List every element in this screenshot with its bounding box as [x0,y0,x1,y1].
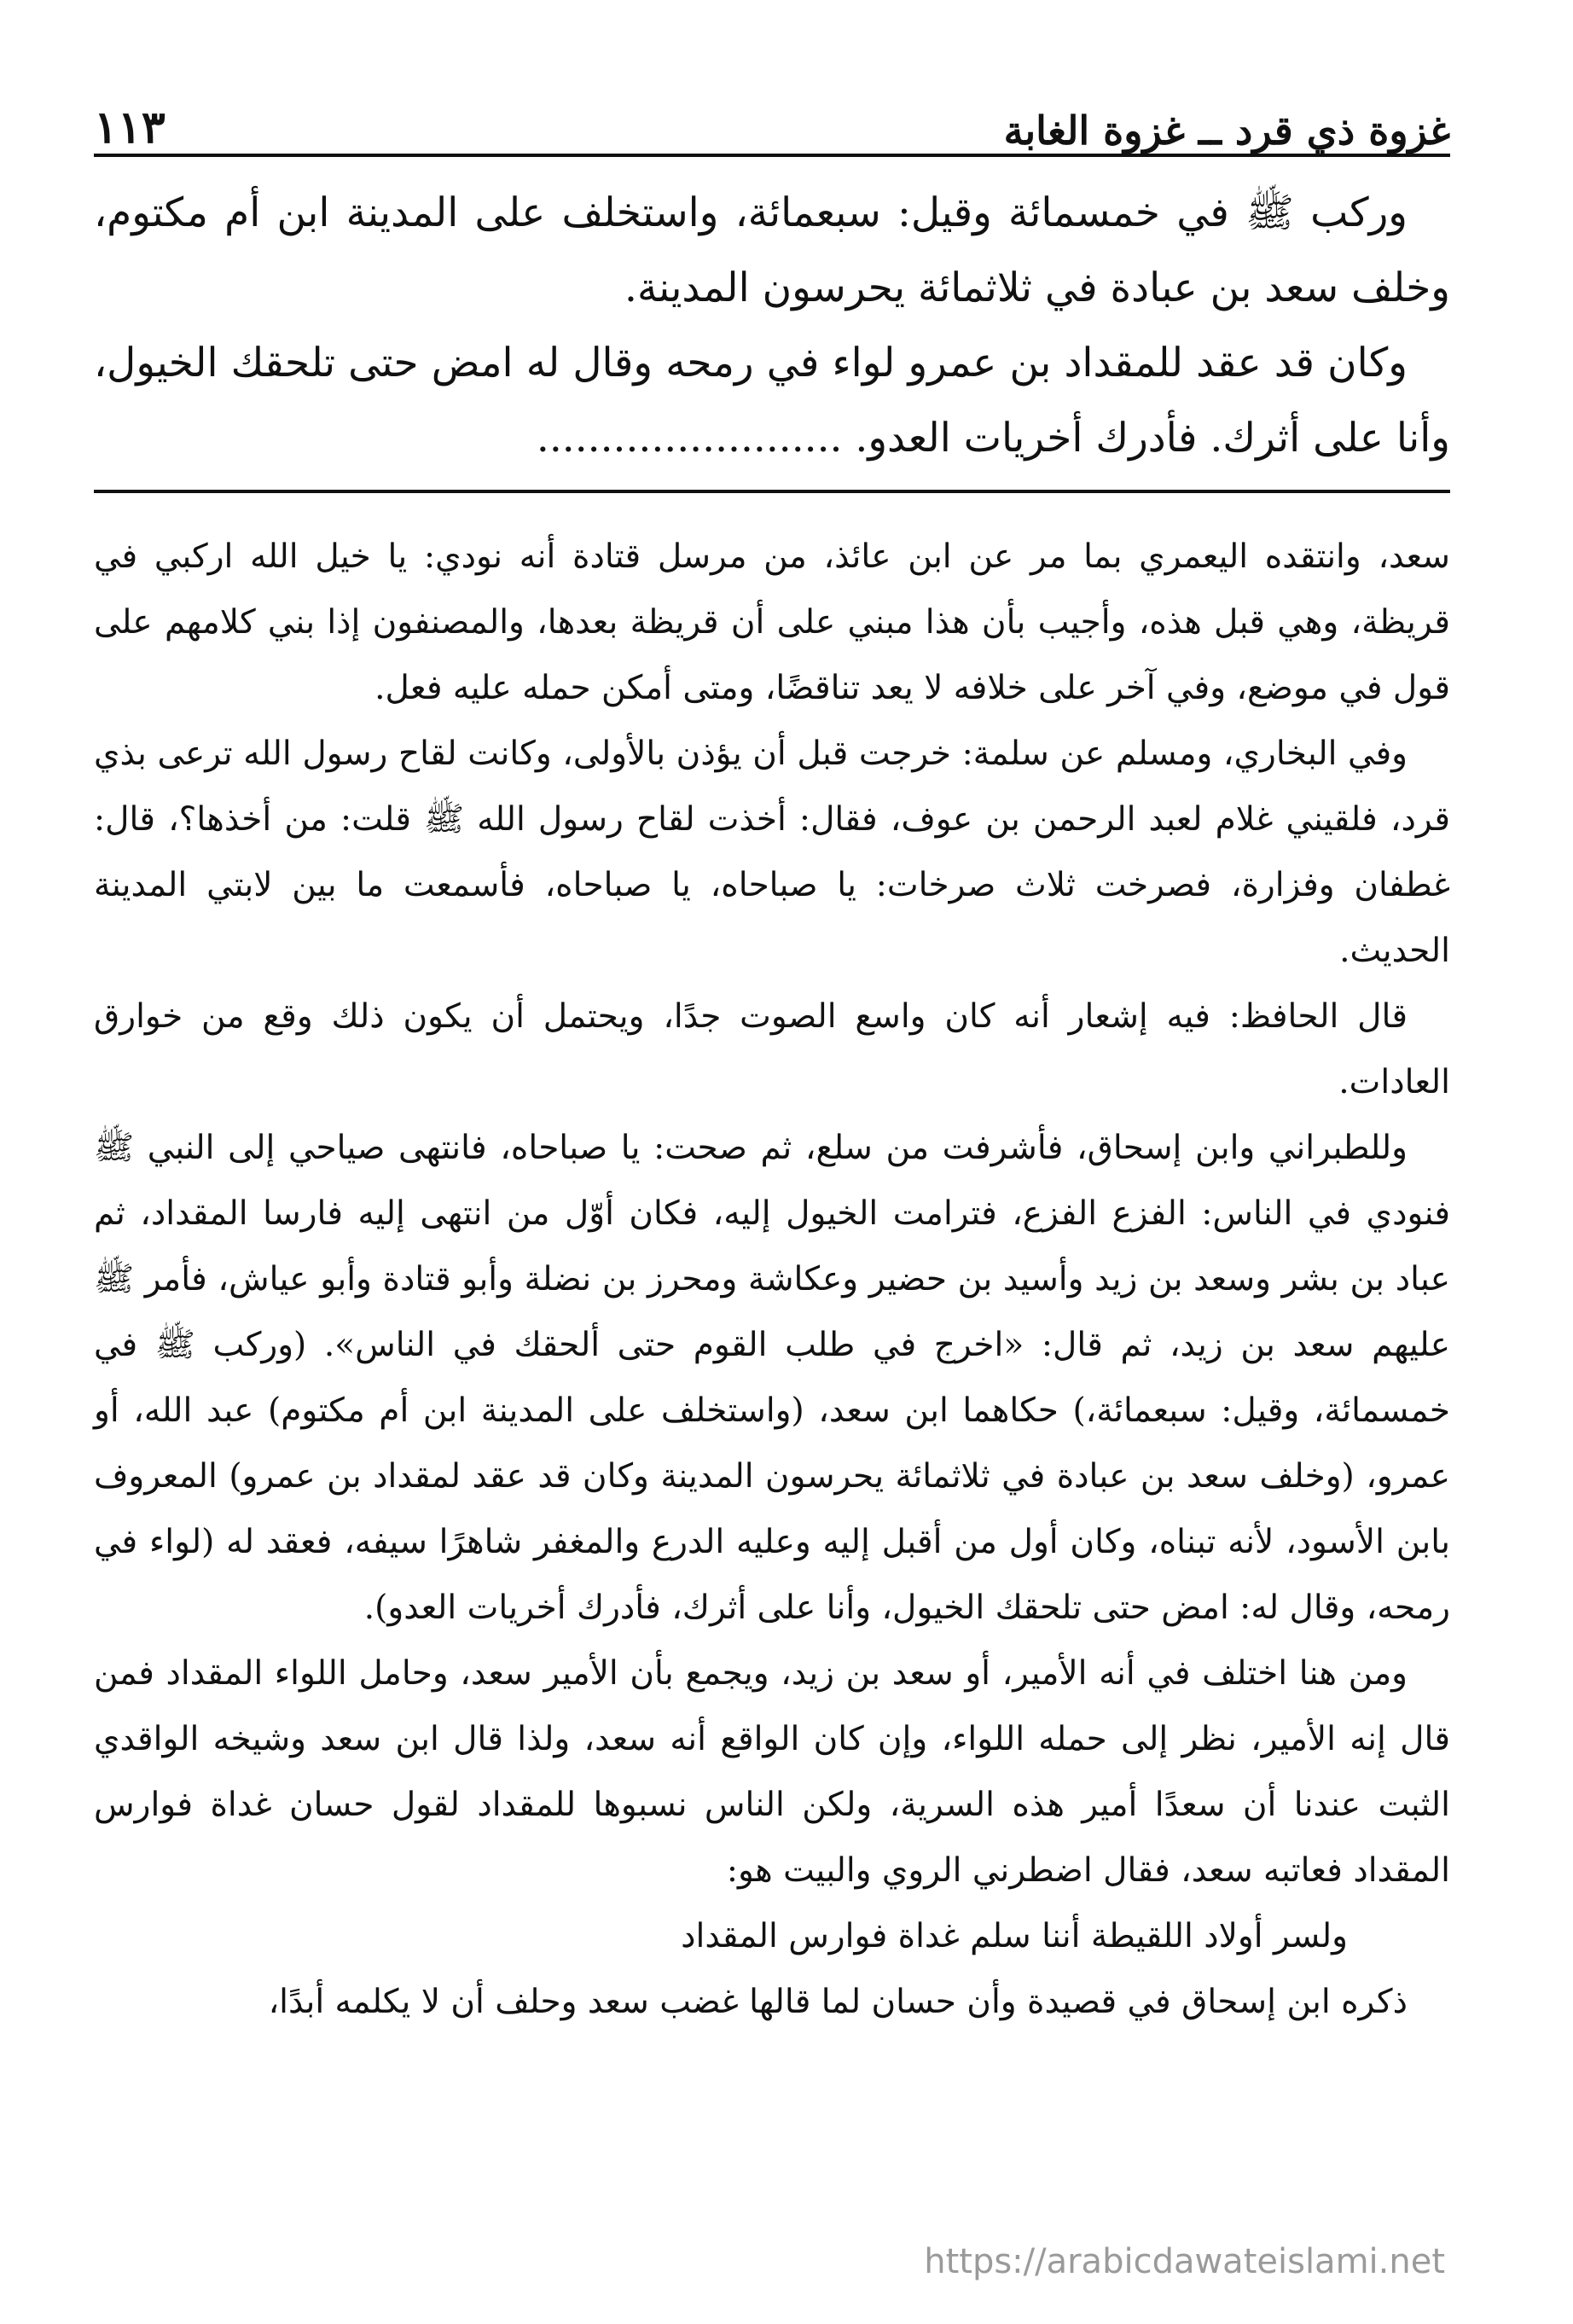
separator-rule [94,490,1450,493]
page-header [94,60,1450,154]
commentary-paragraph: سعد، وانتقده اليعمري بما مر عن ابن عائذ، من مرسل قتادة أنه نودي: يا خيل الله اركبي في قريظة، وهي قبل هذه، وأجيب بأن هذا مبني على أن قريظة بعدها، والمصنفون إذا بني كلامهم على قول في موضع، وفي آخر على خلافه لا يعد تناقضًا، ومتى أمكن حمله عليه فعل. [94,537,1450,707]
book-page [94,60,1450,2035]
commentary-paragraph: وللطبراني وابن إسحاق، فأشرفت من سلع، ثم صحت: يا صباحاه، فانتهى صياحي إلى النبي ﷺ فنودي في الناس: الفزع الفزع، فترامت الخيول إليه، فكان أوّل من انتهى إليه فارسا المقداد، ثم عباد بن بشر وسعد بن زيد وأسيد بن حضير وعكاشة ومحرز بن نضلة وأبو قتادة وأبو عياش، فأمر ﷺ عليهم سعد بن زيد، ثم قال: «اخرج في طلب القوم حتى ألحقك في الناس». (وركب ﷺ في خمسمائة، وقيل: سبعمائة،) حكاهما ابن سعد، (واستخلف على المدينة ابن أم مكتوم) عبد الله، أو عمرو، (وخلف سعد بن عبادة في ثلاثمائة يحرسون المدينة وكان قد عقد لمقداد بن عمرو) المعروف بابن الأسود، لأنه تبناه، وكان أول من أقبل إليه وعليه الدرع والمغفر شاهرًا سيفه، فعقد له (لواء في رمحه، وقال له: امض حتى تلحقك الخيول، وأنا على أثرك، فأدرك أخريات العدو). [94,1129,1451,1627]
poetry-verse: ولسر أولاد اللقيطة أننا سلم غداة فوارس المقداد [681,1917,1348,1955]
page-number: ١١٣ [94,102,165,154]
header-rule [94,154,1450,157]
main-text-paragraph: وكان قد عقد للمقداد بن عمرو لواء في رمحه وقال له امض حتى تلحقك الخيول، وأنا على أثرك. فأدرك أخريات العدو. ........................ [94,340,1450,462]
commentary-text [94,524,1450,2035]
watermark-url: https://arabicdawateislami.net [924,2242,1445,2281]
commentary-paragraph: قال الحافظ: فيه إشعار أنه كان واسع الصوت جدًا، ويحتمل أن يكون ذلك وقع من خوارق العادات. [94,997,1450,1101]
commentary-paragraph: ومن هنا اختلف في أنه الأمير، أو سعد بن زيد، ويجمع بأن الأمير سعد، وحامل اللواء المقداد فمن قال إنه الأمير، نظر إلى حمله اللواء، وإن كان الواقع أنه سعد، ولذا قال ابن سعد وشيخه الواقدي الثبت عندنا أن سعدًا أمير هذه السرية، ولكن الناس نسبوها للمقداد لقول حسان غداة فوارس المقداد فعاتبه سعد، فقال اضطرني الروي والبيت هو: [94,1654,1450,1890]
commentary-paragraph: ذكره ابن إسحاق في قصيدة وأن حسان لما قالها غضب سعد وحلف أن لا يكلمه أبدًا، [268,1983,1408,2021]
commentary-paragraph: وفي البخاري، ومسلم عن سلمة: خرجت قبل أن يؤذن بالأولى، وكانت لقاح رسول الله ترعى بذي قرد، فلقيني غلام لعبد الرحمن بن عوف، فقال: أخذت لقاح رسول الله ﷺ قلت: من أخذها؟، قال: غطفان وفزارة، فصرخت ثلاث صرخات: يا صباحاه، يا صباحاه، فأسمعت ما بين لابتي المدينة الحديث. [94,735,1450,970]
chapter-title: غزوة ذي قرد ــ غزوة الغابة [1003,107,1450,154]
main-text-paragraph: وركب ﷺ في خمسمائة وقيل: سبعمائة، واستخلف على المدينة ابن أم مكتوم، وخلف سعد بن عبادة في ثلاثمائة يحرسون المدينة. [94,189,1450,311]
main-text [94,176,1450,476]
